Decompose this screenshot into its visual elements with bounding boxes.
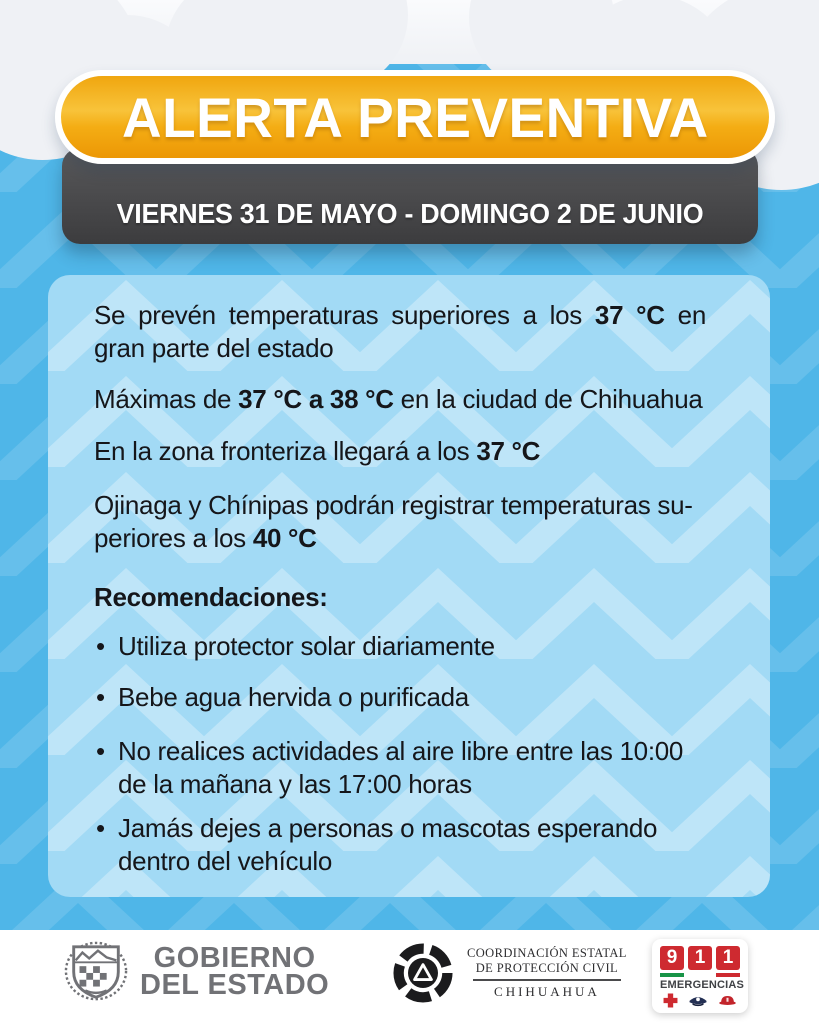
alert-title: ALERTA PREVENTIVA	[121, 85, 709, 149]
title-banner	[55, 70, 775, 164]
pc-divider	[473, 979, 621, 981]
bullet-icon: •	[96, 813, 105, 843]
forecast-statewide: Se prevén temperaturas superiores a los 37 °C en gran parte del estado	[94, 300, 706, 363]
emergency-digit: 1	[688, 946, 712, 970]
recommendation-item	[94, 735, 732, 801]
emergency-service-icons	[660, 993, 740, 1008]
recommendation-item	[94, 681, 732, 714]
emergency-digit: 1	[716, 946, 740, 970]
gov-line-2: DEL ESTADO	[140, 969, 330, 1001]
bullet-icon: •	[96, 631, 105, 661]
proteccion-civil-icon	[393, 943, 453, 1003]
firefighter-helmet-icon	[718, 993, 737, 1007]
pc-line-3: CHIHUAHUA	[494, 984, 600, 999]
recommendations-list	[94, 630, 732, 878]
gov-line-1: GOBIERNO	[153, 942, 316, 974]
bullet-icon: •	[96, 682, 105, 712]
date-range-text: VIERNES 31 DE MAYO - DOMINGO 2 DE JUNIO	[116, 198, 704, 229]
state-shield-icon	[64, 941, 128, 1003]
proteccion-civil-logo	[393, 943, 627, 1003]
pc-line-2: DE PROTECCIÓN CIVIL	[475, 961, 619, 975]
forecast-border-zone: En la zona fronteriza llegará a los 37 °C	[94, 436, 541, 466]
emergency-label: EMERGENCIAS	[660, 978, 745, 991]
emergency-digits	[660, 946, 740, 970]
emergency-911-badge	[652, 939, 748, 1013]
forecast-ojinaga-chinipas: Ojinaga y Chínipas podrán registrar temperaturas su- periores a los 40 °C	[94, 490, 693, 553]
recommendation-text: Utiliza protector solar diariamente	[118, 631, 495, 661]
recommendation-text: Bebe agua hervida o purificada	[118, 682, 469, 712]
recommendation-text: No realices actividades al aire libre entre las 10:00 de la mañana y las 17:00 horas	[118, 736, 684, 799]
proteccion-civil-text	[467, 946, 627, 1000]
flag-stripe-green	[660, 973, 684, 977]
medical-cross-icon	[663, 993, 678, 1008]
recommendation-item	[94, 812, 732, 878]
gobierno-del-estado-logo	[64, 941, 329, 1003]
footer-logo-bar	[0, 930, 819, 1024]
recommendation-item	[94, 630, 732, 663]
forecast-chihuahua-city: Máximas de 37 °C a 38 °C en la ciudad de Chihuahua	[94, 384, 703, 414]
recommendation-text: Jamás dejes a personas o mascotas esperando dentro del vehículo	[118, 813, 658, 876]
police-cap-icon	[687, 993, 709, 1008]
flag-stripe-red	[716, 973, 740, 977]
bullet-icon: •	[96, 736, 105, 766]
emergency-digit: 9	[660, 946, 684, 970]
pc-line-1: COORDINACIÓN ESTATAL	[467, 946, 627, 960]
gobierno-del-estado-text	[140, 942, 330, 1001]
recommendations-heading: Recomendaciones:	[94, 582, 328, 612]
flag-stripes	[660, 973, 740, 977]
flag-stripe-white	[688, 973, 712, 977]
alert-body-card	[48, 275, 770, 897]
alert-body-content	[48, 275, 770, 897]
